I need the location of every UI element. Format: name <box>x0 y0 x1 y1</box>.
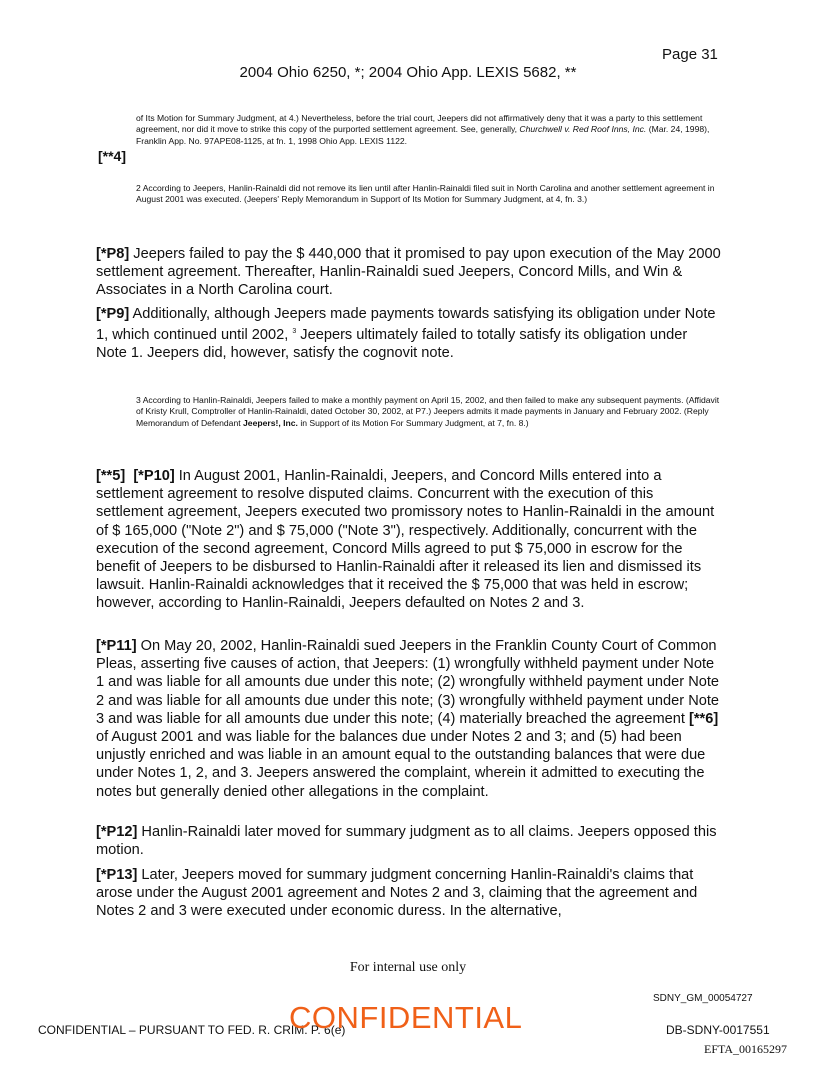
pin-cite: [**6] <box>689 710 719 727</box>
paragraph-p9 <box>96 305 722 362</box>
paragraph-p10 <box>96 467 722 613</box>
paragraph-text: Additionally, although Jeepers made payments towards satisfying its obligation under Note 1, which continued until 2002, <box>96 306 716 344</box>
party-name: Jeepers!, Inc. <box>243 417 298 428</box>
paragraph-p12 <box>96 823 722 859</box>
footnote-text: of Its Motion for Summary Judgment, at 4.) Nevertheless, before the trial court, Jeepers did not affirmatively deny that it was a party to this settlement agreement, nor did it move to strike this copy of the purported settlement agreement. See, generally, <box>136 113 703 135</box>
paragraph-text: Later, Jeepers moved for summary judgment concerning Hanlin-Rainaldi's claims that arose under the August 2001 agreement and Notes 2 and 3, claiming that the agreement and Notes 2 and 3 were executed under economic duress. In the alternative, <box>96 867 698 920</box>
paragraph-p13 <box>96 866 722 921</box>
paragraph-text: Jeepers ultimately failed to totally satisfy its obligation under Note 1. Jeepers did, however, satisfy the cognovit note. <box>96 327 688 362</box>
confidential-stamp: CONFIDENTIAL <box>289 1000 523 1035</box>
paragraph-text: Hanlin-Rainaldi later moved for summary judgment as to all claims. Jeepers opposed this motion. <box>96 824 717 859</box>
pin-cite: [*P9] <box>96 306 130 322</box>
paragraph-text: In August 2001, Hanlin-Rainaldi, Jeepers, and Concord Mills entered into a settlement agreement to resolve disputed claims. Concurrent with the execution of this settlement agreement, Jeepers executed two promissory notes to Hanlin-Rainaldi in the amount of $ 165,000 ("Note 2") and $ 75,000 ("Note 3"), respectively. Additionally, concurrent with the execution of the second agreement, Concord Mills agreed to put $ 75,000 in escrow for the benefit of Jeepers to be disbursed to Hanlin-Rainaldi after it released its lien and dismissed its lawsuit. Hanlin-Rainaldi acknowledges that it received the $ 75,000 that was held in escrow; however, according to Hanlin-Rainaldi, Jeepers defaulted on Notes 2 and 3. <box>96 468 715 612</box>
paragraph-text: Jeepers failed to pay the $ 440,000 that it promised to pay upon execution of the May 2000 settlement agreement. Thereafter, Hanlin-Rainaldi sued Jeepers, Concord Mills, and Win & Associates in a North Carolina court. <box>96 246 721 299</box>
footnote-text: 3 According to Hanlin-Rainaldi, Jeepers failed to make a monthly payment on April 15, 2002, and then failed to make any subsequent payments. (Affidavit of Kristy Krull, Comptroller of Hanlin-Rainaldi, dated October 30, 2002, at P7.) Jeepers admits it made payments in January and February 2002. (Reply Memorandum of Defendant <box>136 395 720 428</box>
bates-number-sdny-gm: SDNY_GM_00054727 <box>653 993 753 1004</box>
bates-number-efta: EFTA_00165297 <box>704 1042 788 1056</box>
footnote-2: 2 According to Jeepers, Hanlin-Rainaldi did not remove its lien until after Hanlin-Rainaldi filed suit in North Carolina and another settlement agreement in August 2001 was executed. (Jeepers' Reply Memorandum in Support of Its Motion for Summary Judgment, at 4, fn. 3.) <box>136 183 715 205</box>
running-citation: 2004 Ohio 6250, *; 2004 Ohio App. LEXIS 5682, ** <box>239 64 577 81</box>
paragraph-text: On May 20, 2002, Hanlin-Rainaldi sued Jeepers in the Franklin County Court of Common Pleas, asserting five causes of action, that Jeepers: (1) wrongfully withheld payment under Note 1 and was liable for all amounts due under this note; (2) wrongfully withheld payment under Note 2 and was liable for all amounts due under this note; (3) wrongfully withheld payment under Note 3 and was liable for all amounts due under this note; (4) materially breached the agreement <box>96 638 720 727</box>
confidentiality-legend: CONFIDENTIAL – PURSUANT TO FED. R. CRIM. P. 6(e) <box>38 1023 346 1037</box>
paragraph-p11 <box>96 637 722 801</box>
footnote-3 <box>136 395 721 429</box>
pin-cite: [**5] <box>96 468 126 484</box>
paragraph-p8 <box>96 245 722 300</box>
internal-use-notice: For internal use only <box>349 960 467 975</box>
pin-cite: [*P12] <box>96 824 138 840</box>
pin-cite: [*P11] <box>96 638 137 654</box>
footnote-text: (Mar. 24, 1998), Franklin App. No. 97APE08-1125, at fn. 1, 1998 Ohio App. LEXIS 1122. <box>136 124 710 146</box>
page-marker: [**4] <box>98 148 127 164</box>
footnote-ref: 3 <box>292 328 297 336</box>
page-number: Page 31 <box>662 46 718 63</box>
pin-cite: [*P8] <box>96 246 130 262</box>
footnote-text: in Support of its Motion For Summary Judgment, at 7, fn. 8.) <box>297 417 529 428</box>
pin-cite: [*P10] <box>133 468 175 484</box>
bates-number-db-sdny: DB-SDNY-0017551 <box>666 1023 770 1037</box>
pin-cite: [*P13] <box>96 867 138 883</box>
case-name: Churchwell v. Red Roof Inns, Inc. <box>519 124 647 135</box>
paragraph-text: of August 2001 and was liable for the balances due under Notes 2 and 3; and (5) had been unjustly enriched and was liable in an amount equal to the outstanding balances that were due under Notes 1, 2, and 3. Jeepers answered the complaint, wherein it admitted to executing the notes but generally denied other allegations in the complaint. <box>96 729 706 800</box>
footnote-continuation <box>136 113 721 147</box>
